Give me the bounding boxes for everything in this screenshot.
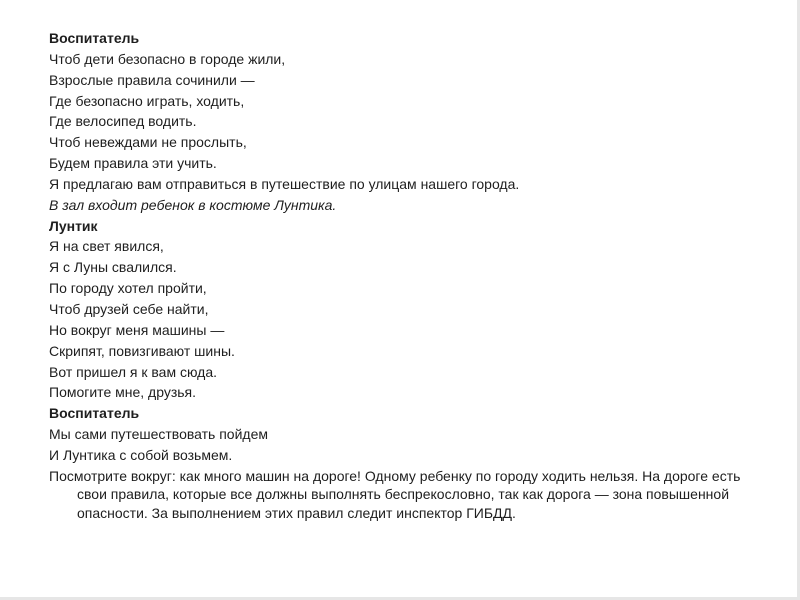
verse-line: Вот пришел я к вам сюда. bbox=[49, 363, 218, 380]
verse-line: Но вокруг меня машины — bbox=[49, 321, 225, 338]
verse-line: По городу хотел пройти, bbox=[49, 280, 207, 297]
verse-line: И Лунтика с собой возьмем. bbox=[49, 446, 233, 463]
verse-line: Чтоб невеждами не прослыть, bbox=[49, 134, 247, 151]
verse-line: Помогите мне, друзья. bbox=[49, 384, 197, 401]
speaker-heading: Лунтик bbox=[49, 217, 98, 234]
verse-line: Скрипят, повизгивают шины. bbox=[49, 342, 235, 359]
verse-line: Я на свет явился, bbox=[49, 238, 164, 255]
script-text bbox=[49, 28, 759, 523]
verse-line: Взрослые правила сочинили — bbox=[49, 71, 255, 88]
final-paragraph: Посмотрите вокруг: как много машин на дороге! Одному ребенку по городу ходить нельзя. На дороге есть свои правила, которые все должны выполнять беспрекословно, так как дорога — зона повышенной опасности. За выполнением этих правил следит инспектор ГИБДД. bbox=[49, 467, 741, 521]
verse-line: Будем правила эти учить. bbox=[49, 155, 217, 172]
speaker-heading: Воспитатель bbox=[49, 30, 140, 46]
prose-line: Я предлагаю вам отправиться в путешествие по улицам нашего города. bbox=[49, 175, 520, 192]
verse-line: Я с Луны свалился. bbox=[49, 259, 177, 276]
verse-line: Где велосипед водить. bbox=[49, 113, 197, 130]
verse-line: Чтоб дети безопасно в городе жили, bbox=[49, 50, 286, 67]
stage-direction: В зал входит ребенок в костюме Лунтика. bbox=[49, 196, 337, 213]
verse-line: Чтоб друзей себе найти, bbox=[49, 300, 209, 317]
verse-line: Мы сами путешествовать пойдем bbox=[49, 426, 268, 443]
speaker-heading: Воспитатель bbox=[49, 405, 140, 422]
verse-line: Где безопасно играть, ходить, bbox=[49, 92, 245, 109]
